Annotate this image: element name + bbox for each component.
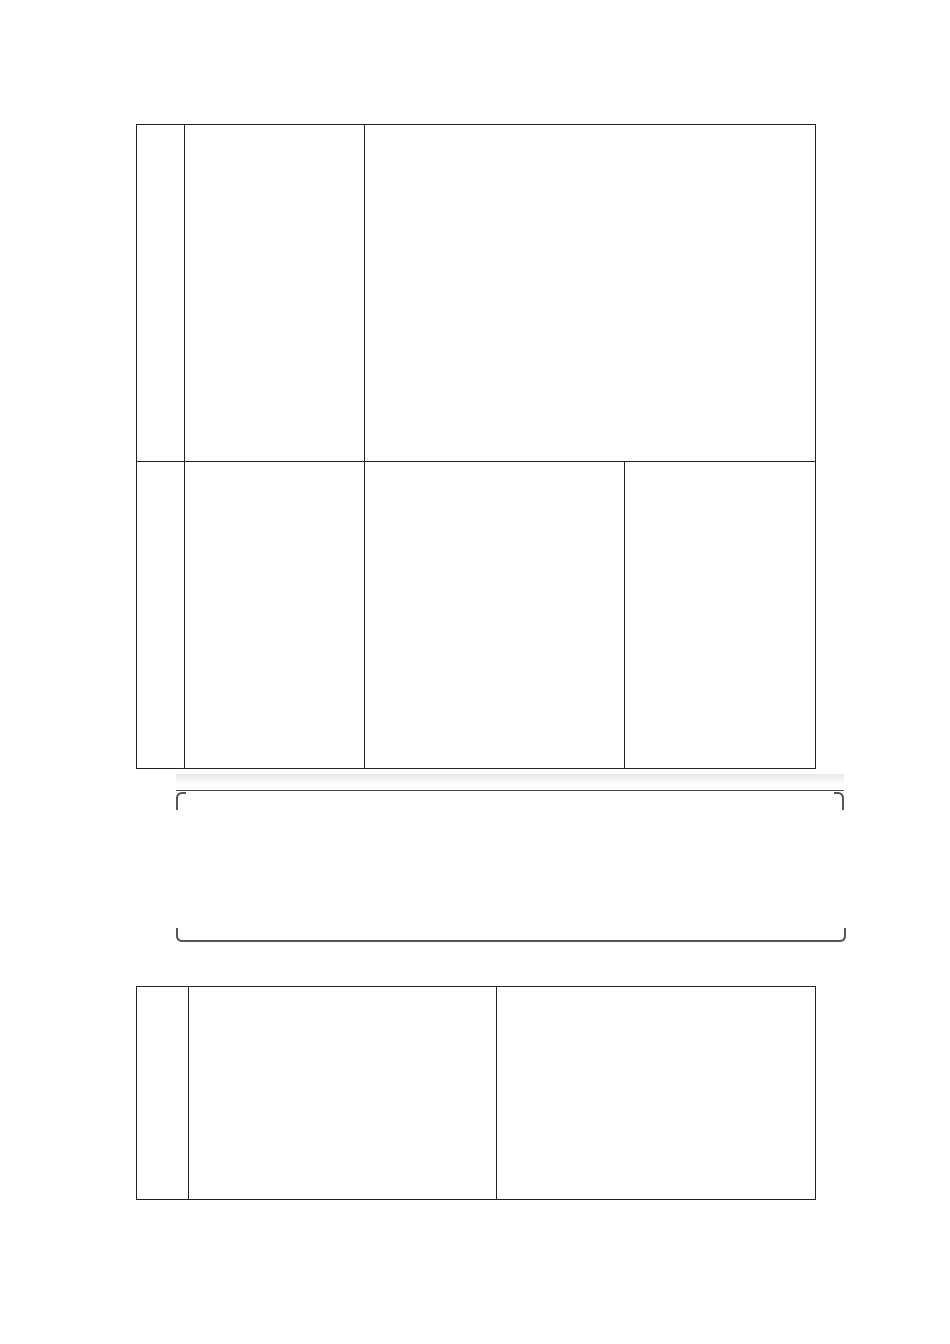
empty-cell — [365, 125, 816, 462]
vocab-table — [136, 124, 816, 769]
empty-label-cell — [137, 125, 185, 462]
high-frequency-phrases-label — [137, 987, 189, 1200]
phrase-list-cell — [189, 987, 497, 1200]
phrase-table — [136, 986, 816, 1200]
vocab-col-1 — [185, 462, 365, 769]
continued-vocab-cell — [185, 125, 365, 462]
vocab-col-3 — [625, 462, 816, 769]
vocab-col-2 — [365, 462, 625, 769]
hot-topic-banner — [176, 770, 844, 810]
context-cell — [497, 987, 816, 1200]
reading-words-label — [137, 462, 185, 769]
